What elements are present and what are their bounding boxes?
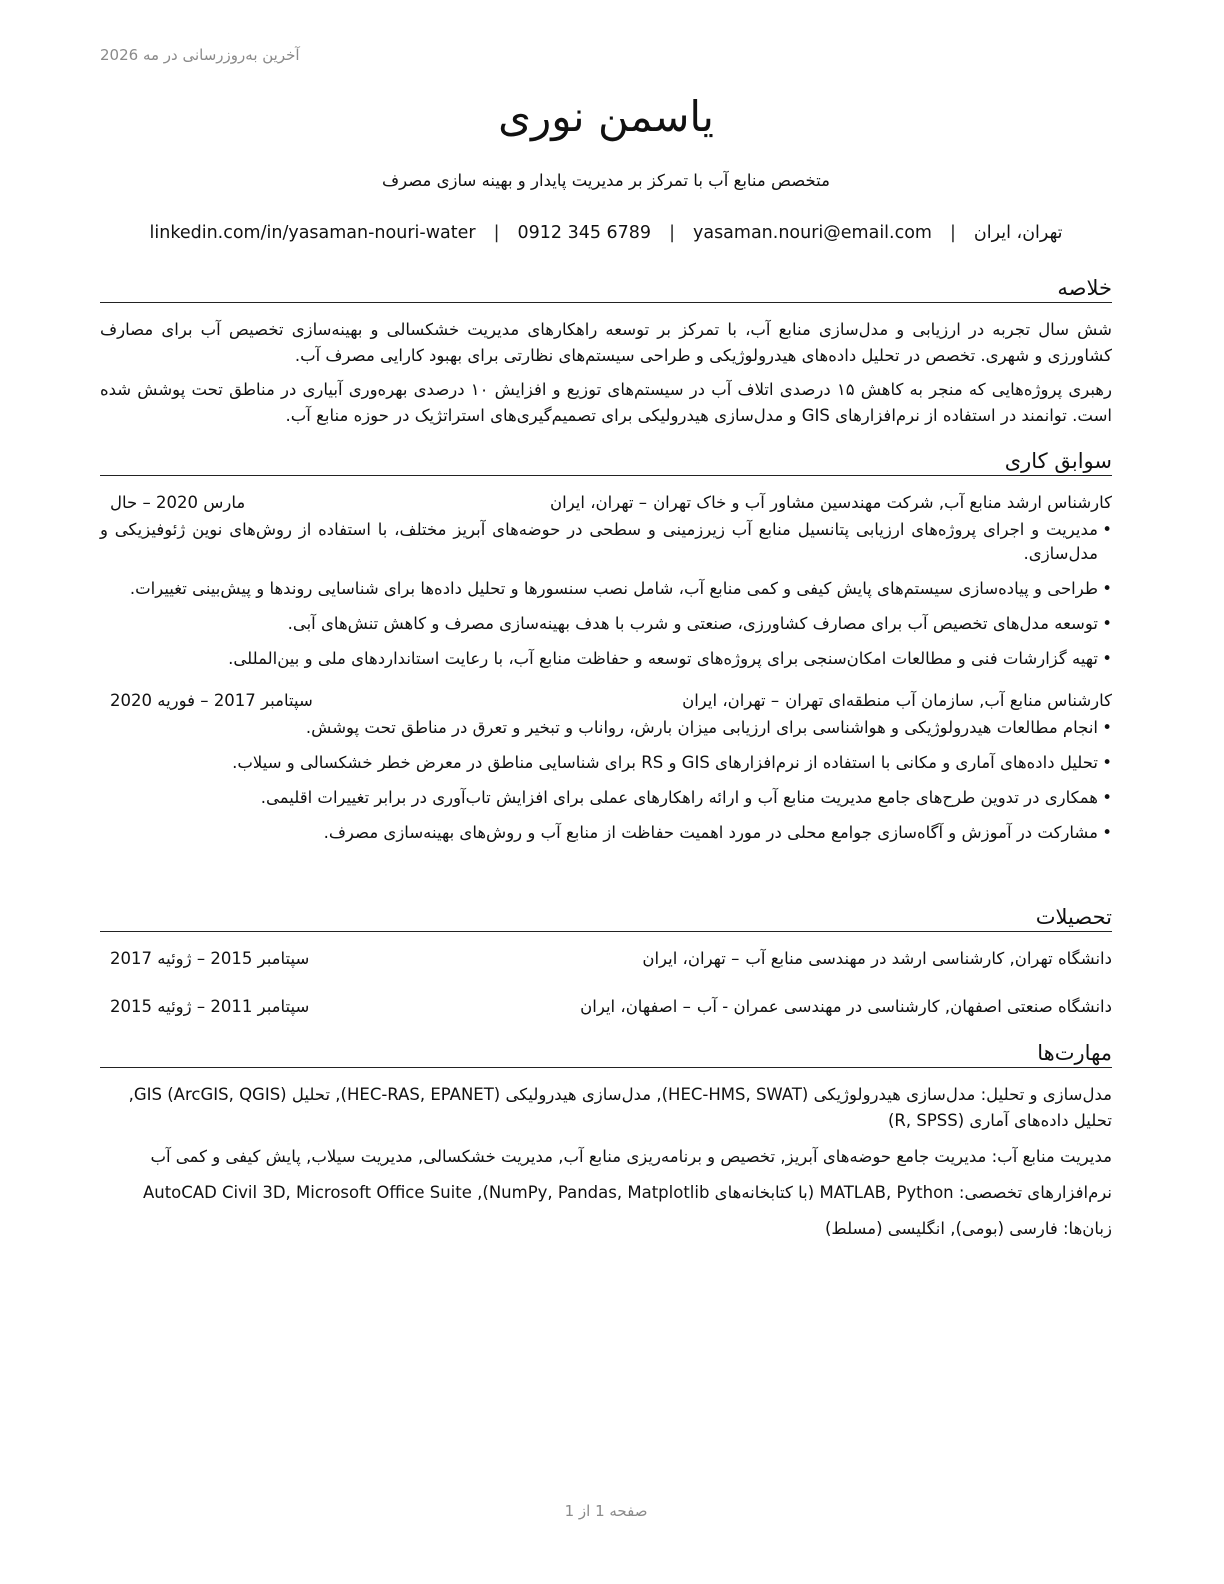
contact-separator: | xyxy=(949,223,956,243)
list-item: • مشارکت در آموزش و آگاه‌سازی جوامع محلی در مورد اهمیت حفاظت از منابع آب و روش‌های بهینه‌سازی مصرف. xyxy=(100,821,1112,845)
skill-line: مدل‌سازی و تحلیل: مدل‌سازی هیدرولوژیکی (HEC-HMS, SWAT), مدل‌سازی هیدرولیکی (HEC-RAS, EPANET), تحلیل GIS (ArcGIS, QGIS), تحلیل داده‌های آماری (R, SPSS) xyxy=(128,1085,1112,1131)
job-entry xyxy=(100,490,1112,671)
job-location: – تهران، ایران xyxy=(682,691,780,711)
education-entry xyxy=(100,946,1112,972)
education-title: تحصیلات xyxy=(100,905,1112,932)
education-degree: دانشگاه تهران, کارشناسی ارشد در مهندسی منابع آب xyxy=(745,949,1112,969)
skill-line: نرم‌افزارهای تخصصی: MATLAB, Python (با کتابخانه‌های NumPy, Pandas, Matplotlib), AutoCAD Civil 3D, Microsoft Office Suite xyxy=(142,1183,1112,1203)
job-dates: مارس 2020 – حال xyxy=(110,493,246,513)
job-location: – تهران، ایران xyxy=(550,493,648,513)
contact-separator: | xyxy=(493,223,500,243)
education-entry xyxy=(100,994,1112,1020)
job-dates: سپتامبر 2017 – فوریه 2020 xyxy=(110,691,313,711)
job-bullets xyxy=(100,716,1112,845)
list-item: • مدیریت و اجرای پروژه‌های ارزیابی پتانسیل منابع آب زیرزمینی و سطحی در حوضه‌های آبریز مختلف، با استفاده از روش‌های نوین ژئوفیزیکی و مدل‌سازی. xyxy=(100,518,1112,566)
last-updated-note: آخرین به‌روزرسانی در مه 2026 xyxy=(100,46,300,64)
contact-line xyxy=(100,223,1112,243)
contact-email[interactable]: yasaman.nouri@email.com xyxy=(692,223,932,243)
contact-phone[interactable]: 0912 345 6789 xyxy=(517,223,652,243)
education-dates: سپتامبر 2015 – ژوئیه 2017 xyxy=(110,949,310,969)
list-item: • طراحی و پیاده‌سازی سیستم‌های پایش کیفی و کمی منابع آب، شامل نصب سنسورها و تحلیل داده‌ها برای شناسایی روندها و پیش‌بینی تغییرات. xyxy=(100,577,1112,601)
job-header xyxy=(100,688,1112,714)
job-role: کارشناس ارشد منابع آب, شرکت مهندسین مشاور آب و خاک تهران xyxy=(653,493,1112,513)
summary-section xyxy=(100,276,1112,429)
education-degree: دانشگاه صنعتی اصفهان, کارشناسی در مهندسی عمران - آب xyxy=(696,997,1112,1017)
list-item: • تهیه گزارشات فنی و مطالعات امکان‌سنجی برای پروژه‌های توسعه و حفاظت منابع آب، با رعایت استانداردهای ملی و بین‌المللی. xyxy=(100,647,1112,671)
job-entry xyxy=(100,688,1112,845)
summary-paragraph: رهبری پروژه‌هایی که منجر به کاهش ۱۵ درصدی اتلاف آب در سیستم‌های توزیع و افزایش ۱۰ درصدی بهره‌وری آبیاری در مناطق تحت پوشش شده است. توانمند در استفاده از نرم‌افزارهای GIS و مدل‌سازی هیدرولیکی برای تصمیم‌گیری‌های استراتژیک در حوزه منابع آب. xyxy=(100,380,1112,426)
list-item: • توسعه مدل‌های تخصیص آب برای مصارف کشاورزی، صنعتی و شرب با هدف بهینه‌سازی مصرف و کاهش تنش‌های آبی. xyxy=(100,612,1112,636)
job-header xyxy=(100,490,1112,516)
job-bullets xyxy=(100,518,1112,671)
skills-section xyxy=(100,1041,1112,1242)
list-item: • انجام مطالعات هیدرولوژیکی و هواشناسی برای ارزیابی میزان بارش، رواناب و تبخیر و تعرق در مناطق تحت پوشش. xyxy=(100,716,1112,740)
contact-separator: | xyxy=(669,223,675,243)
summary-paragraph: شش سال تجربه در ارزیابی و مدل‌سازی منابع آب، با تمرکز بر توسعه راهکارهای مدیریت خشکسالی و بهینه‌سازی تخصیص آب برای مصارف کشاورزی و شهری. تخصص در تحلیل داده‌های هیدرولوژیکی و طراحی سیستم‌های نظارتی برای بهبود کارایی مصرف آب. xyxy=(100,320,1112,366)
skills-title: مهارت‌ها xyxy=(100,1041,1112,1068)
education-location: – تهران، ایران xyxy=(642,949,740,969)
education-section xyxy=(100,905,1112,1020)
tagline: متخصص منابع آب با تمرکز بر مدیریت پایدار و بهینه سازی مصرف xyxy=(381,171,830,190)
list-item: • همکاری در تدوین طرح‌های جامع مدیریت منابع آب و ارائه راهکارهای عملی برای افزایش تاب‌آوری در برابر تغییرات اقلیمی. xyxy=(100,786,1112,810)
experience-title: سوابق کاری xyxy=(100,449,1112,476)
experience-section xyxy=(100,449,1112,856)
job-role: کارشناس منابع آب, سازمان آب منطقه‌ای تهران xyxy=(785,691,1112,711)
list-item: • تحلیل داده‌های آماری و مکانی با استفاده از نرم‌افزارهای GIS و RS برای شناسایی مناطق در معرض خطر خشکسالی و سیلاب. xyxy=(100,751,1112,775)
education-dates: سپتامبر 2011 – ژوئیه 2015 xyxy=(110,997,310,1017)
summary-title: خلاصه xyxy=(100,276,1112,303)
contact-location: تهران، ایران xyxy=(973,223,1063,243)
page-footer: صفحه 1 از 1 xyxy=(564,1502,648,1520)
skill-line: مدیریت منابع آب: مدیریت جامع حوضه‌های آبریز, تخصیص و برنامه‌ریزی منابع آب, مدیریت خشکسالی, مدیریت سیلاب, پایش کیفی و کمی آب xyxy=(150,1147,1112,1167)
skill-line: زبان‌ها: فارسی (بومی), انگلیسی (مسلط) xyxy=(824,1219,1112,1239)
person-name: یاسمن نوری xyxy=(498,92,714,141)
education-location: – اصفهان، ایران xyxy=(580,997,691,1017)
resume-page xyxy=(100,0,1112,1584)
contact-linkedin[interactable]: linkedin.com/in/yasaman-nouri-water xyxy=(149,223,476,243)
